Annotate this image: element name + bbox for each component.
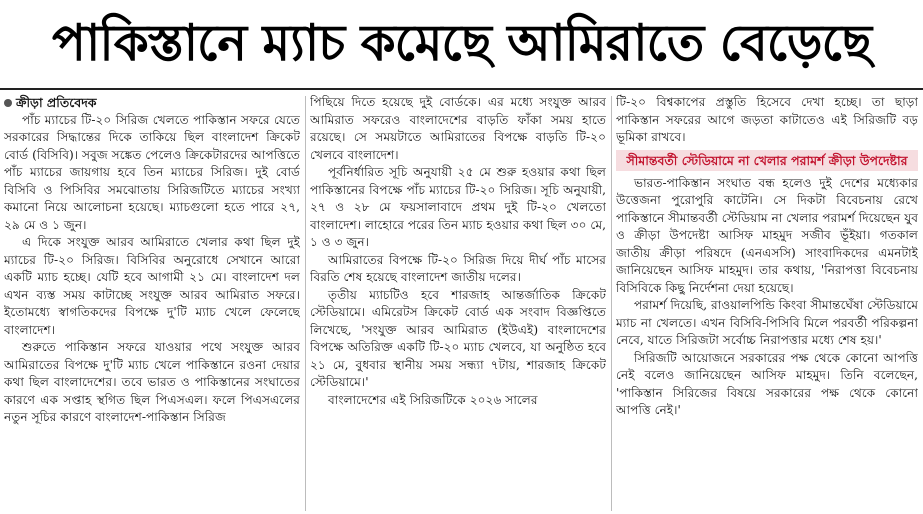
- paragraph: বাংলাদেশের এই সিরিজটিকে ২০২৬ সালের: [328, 392, 538, 407]
- subheading: সীমান্তবর্তী স্টেডিয়ামে না খেলার পরামর্শ ক্রীড়া উপদেষ্টার: [616, 150, 918, 171]
- paragraph: টি-২০ বিশ্বকাপের প্রস্তুতি হিসেবে দেখা হচ্ছে। তা ছাড়া পাকিস্তান সফরের আগে জড়তা কাটাতেও এই সিরিজটি বড় ভূমিকা রাখবে।: [616, 95, 918, 144]
- paragraph: পরামর্শ দিয়েছি, রাওয়ালপিন্ডি কিংবা সীমান্তঘেঁষা স্টেডিয়ামে ম্যাচ না খেলতে। এখন বিসিবি-পিসিবি মিলে পরবর্তী পরিকল্পনা নেবে, যাতে সিরিজটা সর্বোচ্চ নিরাপত্তার মধ্যে শেষ হয়।': [616, 298, 918, 347]
- column-divider: [611, 96, 612, 511]
- paragraph: এ দিকে সংযুক্ত আরব আমিরাতে খেলার কথা ছিল দুই ম্যাচের টি-২০ সিরিজ। বিসিবির অনুরোধে সেখানে আরো একটি ম্যাচ হচ্ছে। যেটি হবে আগামী ২১ মে। বাংলাদেশ দল এখন ব্যস্ত সময় কাটাচ্ছে সংযুক্ত আরব আমিরাত সফরে। ইতোমধ্যে স্বাগতিকদের বিপক্ষে দু'টি ম্যাচ খেলে ফেলেছে বাংলাদেশ।: [4, 235, 300, 337]
- paragraph: পিছিয়ে দিতে হয়েছে দুই বোর্ডকে। এর মধ্যে সংযুক্ত আরব আমিরাত সফরেও বাংলাদেশের বাড়তি ফাঁকা সময় হাতে রয়েছে। সে সময়টাতে আমিরাতের বিপক্ষে বাড়তি টি-২০ খেলবে বাংলাদেশ।: [310, 95, 606, 162]
- paragraph: শুরুতে পাকিস্তান সফরে যাওয়ার পথে সংযুক্ত আরব আমিরাতের বিপক্ষে দু'টি ম্যাচ খেলে পাকিস্তানে রওনা দেয়ার কথা ছিল বাংলাদেশের। তবে ভারত ও পাকিস্তানের সংঘাতের কারণে এক সপ্তাহ স্থগিত ছিল পিএসএল। ফলে পিএসএলের নতুন সূচির কারণে বাংলাদেশ-পাকিস্তান সিরিজ: [4, 340, 300, 424]
- paragraph: তৃতীয় ম্যাচটিও হবে শারজাহ আন্তর্জাতিক ক্রিকেট স্টেডিয়ামে। এমিরেটস ক্রিকেট বোর্ড এক সংবাদ বিজ্ঞপ্তিতে লিখেছে, 'সংযুক্ত আরব আমিরাত (ইউএই) বাংলাদেশের বিপক্ষে অতিরিক্ত একটি টি-২০ ম্যাচ খেলবে, যা অনুষ্ঠিত হবে ২১ মে, বুধবার স্থানীয় সময় সন্ধ্যা ৭টায়, শারজাহ ক্রিকেট স্টেডিয়ামে।': [310, 287, 606, 389]
- paragraph: পাঁচ ম্যাচের টি-২০ সিরিজ খেলতে পাকিস্তান সফরে যেতে সরকারের সিদ্ধান্তের দিকে তাকিয়ে ছিল বাংলাদেশ ক্রিকেট বোর্ড (বিসিবি)। সবুজ সঙ্কেত পেলেও ক্রিকেটারদের আপত্তিতে পাঁচ ম্যাচের জায়গায় হবে তিন ম্যাচের সিরিজ। দুই বোর্ড বিসিবি ও পিসিবির সমঝোতায় সিরিজটিতে ম্যাচের সংখ্যা কমানো নিয়ে আলোচনা হয়েছে। ম্যাচগুলো হতে পারে ২৭, ২৯ মে ও ১ জুন।: [4, 112, 300, 232]
- byline-text: ক্রীড়া প্রতিবেদক: [16, 95, 97, 110]
- paragraph: আমিরাতের বিপক্ষে টি-২০ সিরিজ দিয়ে দীর্ঘ পাঁচ মাসের বিরতি শেষ হয়েছে বাংলাদেশ জাতীয় দলের।: [310, 252, 606, 284]
- bullet-icon: [4, 99, 12, 107]
- headline-rule: [0, 88, 923, 90]
- column-divider: [305, 96, 306, 511]
- article-column-3: [616, 94, 918, 514]
- byline: [4, 94, 300, 112]
- paragraph: পূর্বনির্ধারিত সূচি অনুযায়ী ২৫ মে শুরু হওয়ার কথা ছিল পাকিস্তানের বিপক্ষে পাঁচ ম্যাচের টি-২০ সিরিজ। সূচি অনুযায়ী, ২৭ ও ২৮ মে ফয়সালাবাদে প্রথম দুই টি-২০ খেলতো বাংলাদেশ। লাহোরে পরের তিন ম্যাচ হওয়ার কথা ছিল ৩০ মে, ১ ও ৩ জুন।: [310, 165, 606, 249]
- paragraph: সিরিজটি আয়োজনে সরকারের পক্ষ থেকে কোনো আপত্তি নেই বলেও জানিয়েছেন আসিফ মাহমুদ। তিনি বলেছেন, 'পাকিস্তান সিরিজের বিষয়ে সরকারের পক্ষ থেকে কোনো আপত্তি নেই।': [616, 350, 918, 417]
- paragraph: ভারত-পাকিস্তান সংঘাত বন্ধ হলেও দুই দেশের মধ্যেকার উত্তেজনা পুরোপুরি কাটেনি। সে দিকটা বিবেচনায় রেখে পাকিস্তানে সীমান্তবর্তী স্টেডিয়াম না খেলার পরামর্শ দিয়েছেন যুব ও ক্রীড়া উপদেষ্টা আসিফ মাহমুদ সজীব ভূঁইয়া। গতকাল জাতীয় ক্রীড়া পরিষদে (এনএসসি) সাংবাদিকদের এমনটাই জানিয়েছেন আসিফ মাহমুদ। তার কথায়, 'নিরাপত্তা বিবেচনায় বিসিবিকে কিছু নির্দেশনা দেয়া হয়েছে।: [616, 175, 918, 295]
- article-column-2: [310, 94, 606, 514]
- headline: পাকিস্তানে ম্যাচ কমেছে আমিরাতে বেড়েছে: [51, 14, 871, 72]
- article-column-1: [4, 94, 300, 514]
